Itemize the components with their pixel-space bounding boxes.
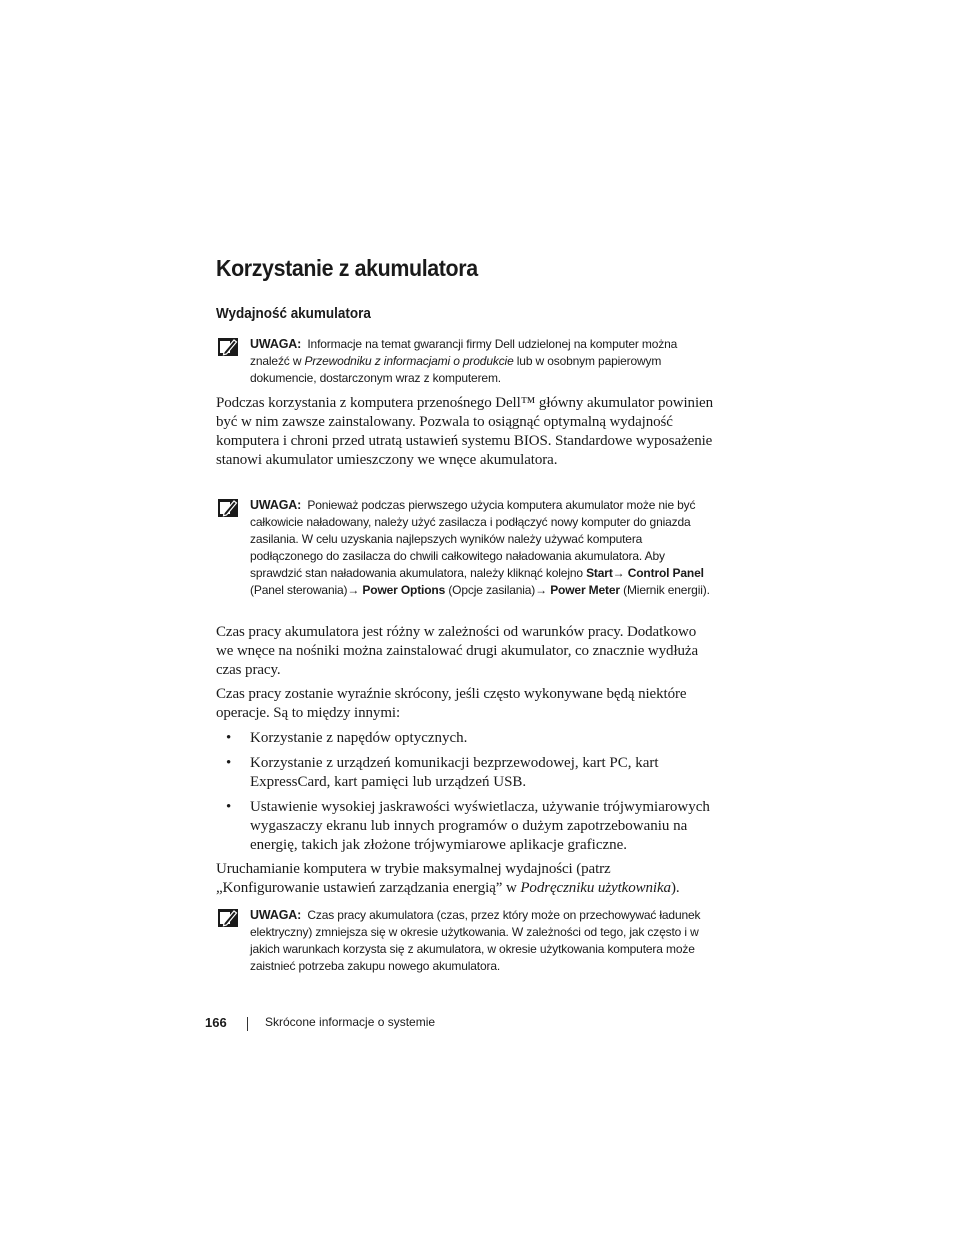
note-pencil-icon <box>218 338 238 356</box>
page-title: Korzystanie z akumulatora <box>216 255 478 281</box>
note-label: UWAGA: <box>250 337 302 351</box>
note-pencil-icon <box>218 909 238 927</box>
paragraph-battery-install: Podczas korzystania z komputera przenośnego Dell™ główny akumulator powinien być w nim zawsze zainstalowany. Pozwala to osiągnąć optymalną wydajność komputera i chroni przed utratą ustawień systemu BIOS. Standardowe wyposażenie stanowi akumulator umieszczony we wnęce akumulatora. <box>216 395 713 468</box>
paragraph-operations: Czas pracy zostanie wyraźnie skrócony, jeśli często wykonywane będą niektóre operacje. Są to między innymi: <box>216 686 687 721</box>
section-title: Wydajność akumulatora <box>216 306 371 322</box>
note-battery-life <box>216 907 714 975</box>
note-pencil-icon <box>218 499 238 517</box>
menu-path-power-options: Power Options <box>362 583 446 597</box>
note-label: UWAGA: <box>250 498 302 512</box>
operations-list <box>216 729 716 855</box>
list-item: • Korzystanie z urządzeń komunikacji bezprzewodowej, kart PC, kart ExpressCard, kart pamięci lub urządzeń USB. <box>226 755 659 790</box>
list-item: • Korzystanie z napędów optycznych. <box>226 730 468 746</box>
note-warranty <box>216 336 714 387</box>
footer-divider <box>247 1017 248 1031</box>
list-item: • Ustawienie wysokiej jaskrawości wyświetlacza, używanie trójwymiarowych wygaszaczy ekranu lub innych programów o dużym zapotrzebowaniu na energię, takich jak złożone trójwymiarowe aplikacje graficzne. <box>226 799 710 853</box>
paragraph-battery-time: Czas pracy akumulatora jest różny w zależności od warunków pracy. Dodatkowo we wnęce na nośniki można zainstalować drugi akumulator, co znacznie wydłuża czas pracy. <box>216 624 699 678</box>
paragraph-max-performance: Uruchamianie komputera w trybie maksymalnej wydajności (patrz „Konfigurowanie ustawień zarządzania energią” w Podręczniku użytkownika). <box>216 861 680 896</box>
menu-path-control-panel: Control Panel <box>627 566 704 580</box>
page-footer <box>205 1015 436 1030</box>
menu-path-power-meter: Power Meter <box>550 583 620 597</box>
menu-path-start: Start <box>586 566 613 580</box>
note-text: UWAGA: Ponieważ podczas pierwszego użycia komputera akumulator może nie być całkowicie naładowany, należy użyć zasilacza i podłączyć nowy komputer do gniazda zasilania. W celu uzyskania najlepszych wyników należy używać komputera podłączonego do zasilacza do chwili całkowitego naładowania akumulatora. Aby sprawdzić stan naładowania akumulatora, należy kliknąć kolejno Start→ Control Panel (Panel sterowania)→ Power Options (Opcje zasilania)→ Power Meter (Miernik energii). <box>250 498 710 597</box>
note-label: UWAGA: <box>250 908 302 922</box>
footer-section-title: Skrócone informacje o systemie <box>265 1015 436 1029</box>
note-text: UWAGA: Informacje na temat gwarancji firmy Dell udzielonej na komputer można znaleźć w Przewodniku z informacjami o produkcie lub w osobnym papierowym dokumencie, dostarczonym wraz z komputerem. <box>250 337 678 385</box>
note-text: UWAGA: Czas pracy akumulatora (czas, przez który może on przechowywać ładunek elektryczny) zmniejsza się w okresie użytkowania. W zależności od tego, jak często i w jakich warunkach korzysta się z akumulatora, w okresie użytkowania komputera może zaistnieć potrzeba zakupu nowego akumulatora. <box>250 908 701 973</box>
page-number: 166 <box>205 1015 227 1030</box>
note-first-charge <box>216 497 714 599</box>
